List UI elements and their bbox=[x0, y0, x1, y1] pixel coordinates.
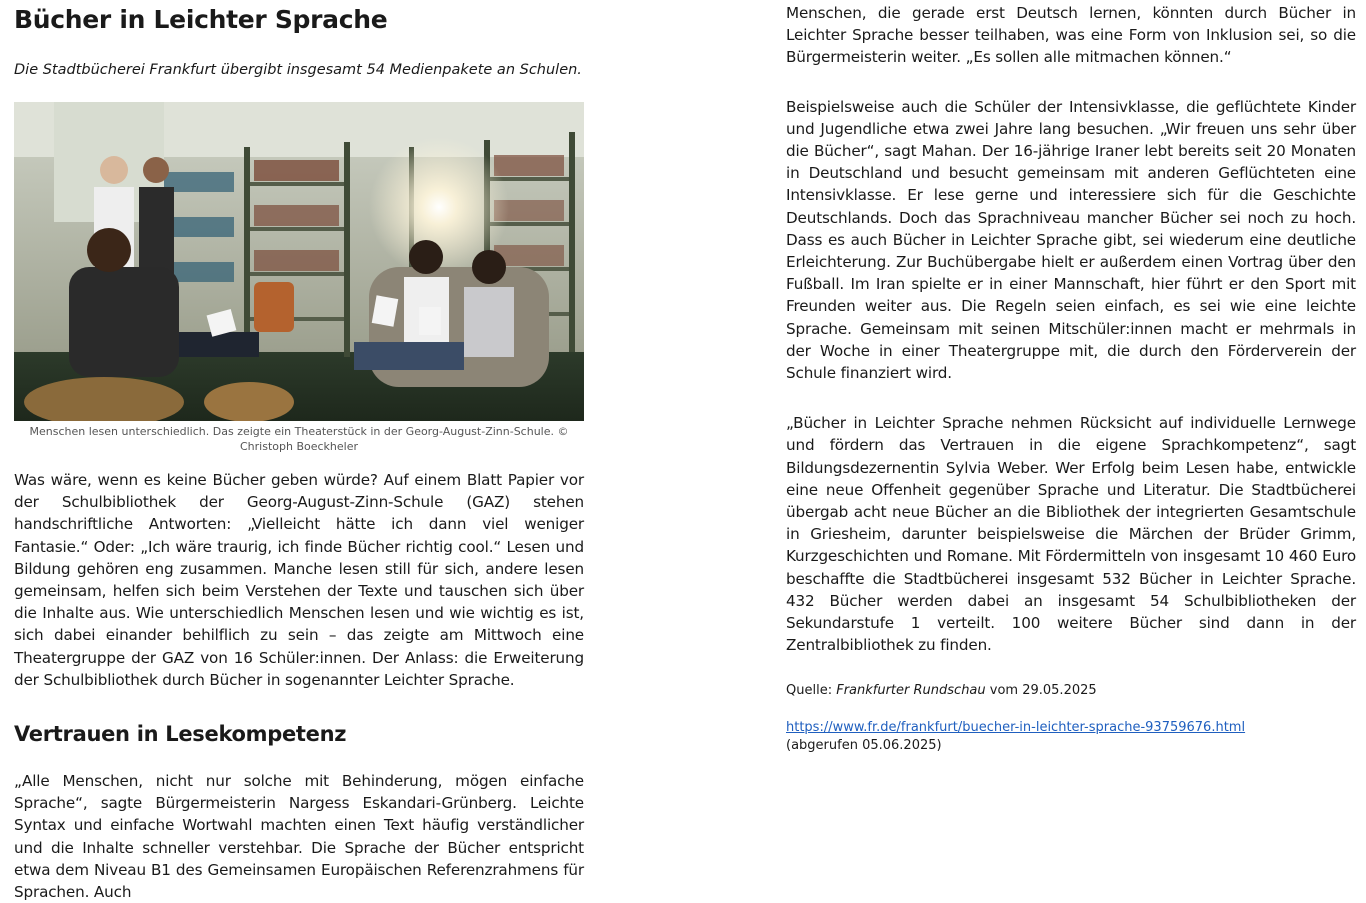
source-date: vom 29.05.2025 bbox=[985, 683, 1097, 699]
paragraph-mayor-continued: Menschen, die gerade erst Deutsch lernen, könnten durch Bücher in Leichter Sprache besser teilhaben, was eine Form von Inklusion sei, so die Bürgermeisterin weiter. „Es sollen alle mitmachen können.“ bbox=[786, 4, 1356, 67]
source-link[interactable]: https://www.fr.de/frankfurt/buecher-in-leichter-sprache-93759676.html bbox=[786, 720, 1246, 736]
article-subtitle: Die Stadtbücherei Frankfurt übergibt insgesamt 54 Medienpakete an Schulen. bbox=[14, 62, 582, 78]
paragraph-intro: Was wäre, wenn es keine Bücher geben würde? Auf einem Blatt Papier vor der Schulbibliothek der Georg-August-Zinn-Schule (GAZ) stehen handschriftliche Antworten: „Vielleicht hätte ich dann viel weniger Fantasie.“ Oder: „Ich wäre traurig, ich finde Bücher richtig cool.“ Lesen und Bildung gehören eng zusammen. Manche lesen still für sich, andere lesen gemeinsam, helfen sich beim Verstehen der Texte und tauschen sich über die Inhalte aus. Wie unterschiedlich Menschen lesen und wie wichtig es ist, sich dabei einander behilflich zu sein – das zeigte am Mittwoch eine Theatergruppe der GAZ von 16 Schüler:innen. Der Anlass: die Erweiterung der Schulbibliothek durch Bücher in sogenannter Leichter Sprache. bbox=[14, 471, 584, 689]
source-line bbox=[786, 682, 1356, 700]
paragraph-mayor-quote: „Alle Menschen, nicht nur solche mit Behinderung, mögen einfache Sprache“, sagte Bürgermeisterin Nargess Eskandari-Grünberg. Leichte Syntax und einfache Wortwahl machten einen Text häufig verständlicher und die Inhalte schneller verstehbar. Die Sprache der Bücher entspricht etwa dem Niveau B1 des Gemeinsamen Europäischen Referenzrahmens für Sprachen. Auch bbox=[14, 772, 584, 902]
library-scene-image bbox=[14, 102, 584, 421]
section-heading: Vertrauen in Lesekompetenz bbox=[14, 722, 347, 747]
article-title: Bücher in Leichter Sprache bbox=[14, 5, 388, 34]
source-label: Quelle: bbox=[786, 683, 837, 699]
paragraph-intensive-class: Beispielsweise auch die Schüler der Intensivklasse, die geflüchtete Kinder und Jugendliche etwa zwei Jahre lang besuchen. „Wir freuen uns sehr über die Bücher“, sagt Mahan. Der 16-jährige Iraner lebt bereits seit 20 Monaten in Deutschland und besucht gemeinsam mit anderen Geflüchteten eine Intensivklasse. Er lese gerne und interessiere sich für die Geschichte Deutschlands. Doch das Sprachniveau mancher Bücher sei noch zu hoch. Dass es auch Bücher in Leichter Sprache gibt, sei wiederum eine deutliche Erleichterung. Zur Buchübergabe hielt er außerdem einen Vortrag über den Fußball. Im Iran spielte er in einer Mannschaft, hier führt er den Sport mit Freunden weiter aus. Die Regeln seien einfach, es sei wie eine leichte Sprache. Gemeinsam mit seinen Mitschüler:innen macht er mehrmals in der Woche in einer Theatergruppe mit, die durch den Förderverein der Schule finanziert wird. bbox=[786, 97, 1356, 383]
retrieved-date: (abgerufen 05.06.2025) bbox=[786, 738, 942, 754]
source-publication: Frankfurter Rundschau bbox=[836, 683, 986, 699]
paragraph-education-officer: „Bücher in Leichter Sprache nehmen Rücksicht auf individuelle Lernwege und fördern das Vertrauen in die eigene Sprachkompetenz“, sagt Bildungsdezernentin Sylvia Weber. Wer Erfolg beim Lesen habe, entwickle eine neue Offenheit gegenüber Sprache und Literatur. Die Stadtbücherei übergab acht neue Bücher an die Bibliothek der integrierten Gesamtschule in Griesheim, darunter beispielsweise die Märchen der Brüder Grimm, Kurzgeschichten und Romane. Mit Fördermitteln von insgesamt 10 460 Euro beschaffte die Stadtbücherei insgesamt 532 Bücher in Leichter Sprache. 432 Bücher werden dabei an insgesamt 54 Schulbibliotheken der Sekundarstufe 1 verteilt. 100 weitere Bücher sind dann in der Zentralbibliothek zu finden. bbox=[786, 414, 1356, 655]
left-column bbox=[14, 0, 584, 903]
article-photo bbox=[14, 102, 584, 421]
right-column bbox=[786, 0, 1356, 755]
photo-caption: Menschen lesen unterschiedlich. Das zeigte ein Theaterstück in der Georg-August-Zinn-Schule. © Christoph Boeckheler bbox=[29, 425, 569, 453]
